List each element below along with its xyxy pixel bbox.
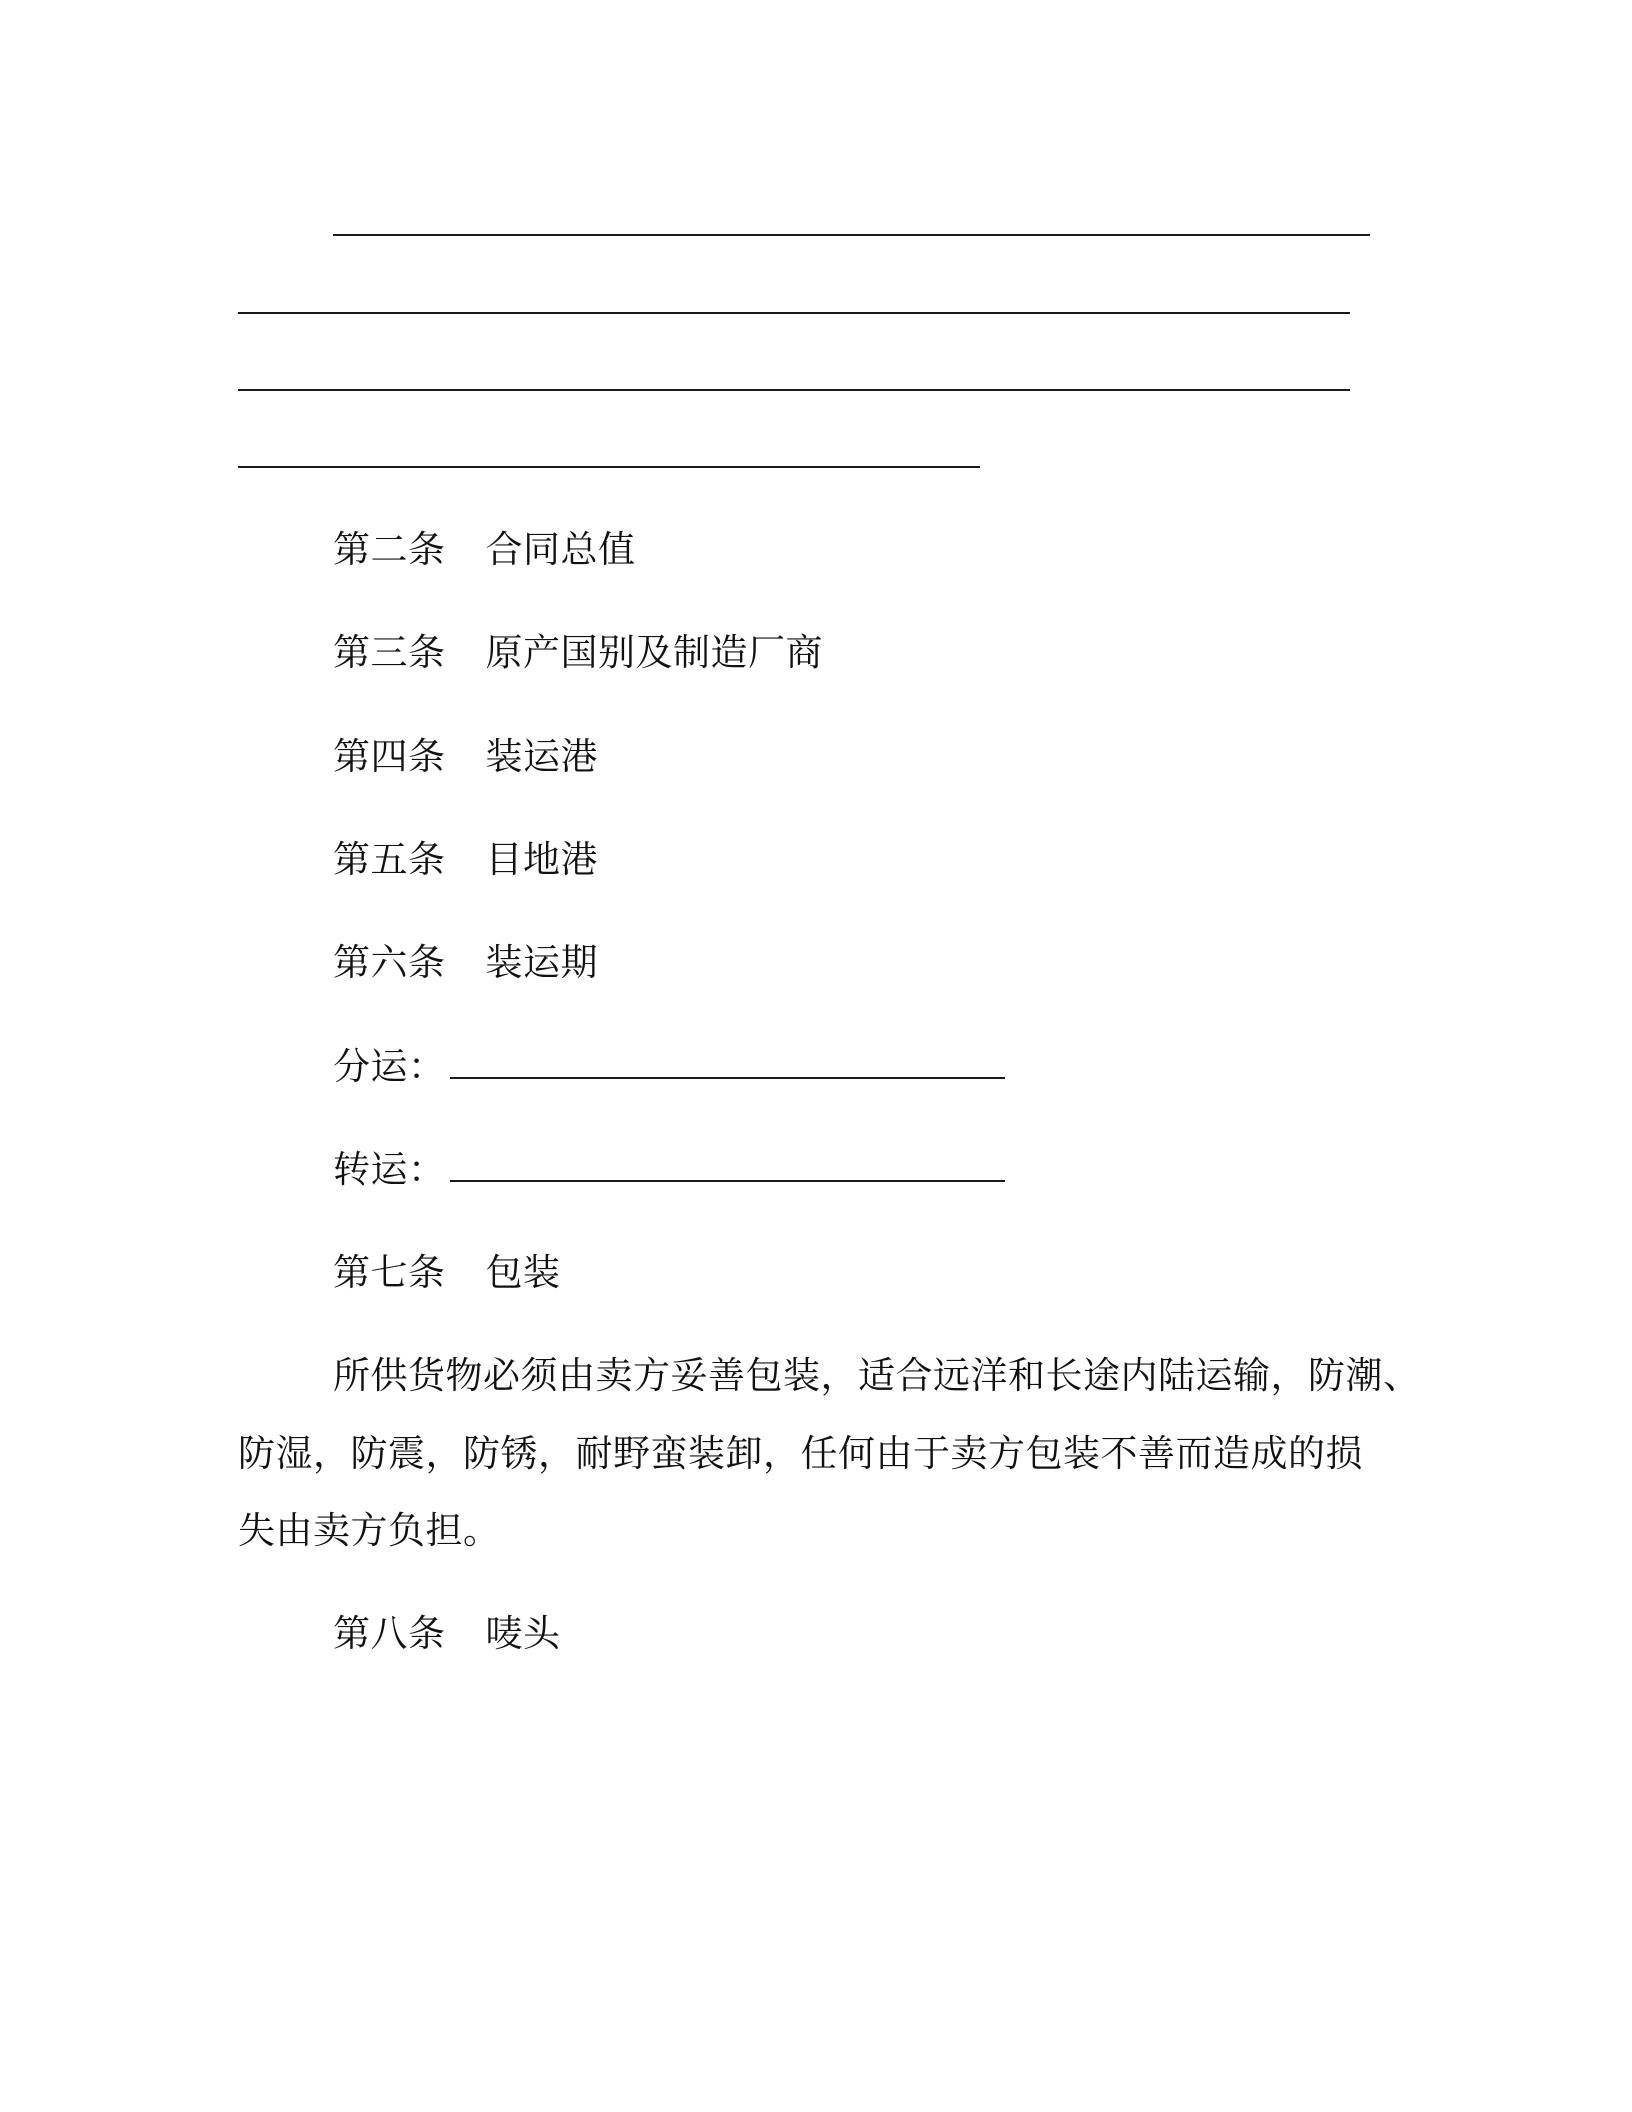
packing-paragraph-line-1: 所供货物必须由卖方妥善包装，适合远洋和长途内陆运输，防潮、 xyxy=(333,1354,1421,1397)
article-7 xyxy=(333,1251,561,1295)
article-3-number: 第三条 xyxy=(333,631,446,674)
partial-shipment-row xyxy=(333,1045,1005,1089)
blank-line-4 xyxy=(238,466,980,468)
packing-paragraph-line-3: 失由卖方负担。 xyxy=(238,1509,501,1552)
article-6 xyxy=(333,941,598,985)
article-8 xyxy=(333,1612,561,1656)
article-4-number: 第四条 xyxy=(333,735,446,778)
article-8-title: 唛头 xyxy=(485,1612,561,1655)
article-5-title: 目地港 xyxy=(485,838,598,881)
article-2 xyxy=(333,528,636,572)
article-3-title: 原产国别及制造厂商 xyxy=(485,631,823,674)
article-7-number: 第七条 xyxy=(333,1251,446,1294)
article-4-title: 装运港 xyxy=(485,735,598,778)
article-8-number: 第八条 xyxy=(333,1612,446,1655)
packing-paragraph-line-2: 防湿，防震，防锈，耐野蛮装卸，任何由于卖方包装不善而造成的损 xyxy=(238,1432,1363,1475)
article-3 xyxy=(333,631,823,675)
article-6-number: 第六条 xyxy=(333,941,446,984)
article-7-title: 包装 xyxy=(485,1251,561,1294)
transshipment-blank[interactable] xyxy=(450,1150,1005,1182)
blank-line-3 xyxy=(238,389,1350,391)
transshipment-label: 转运： xyxy=(333,1148,446,1191)
transshipment-row xyxy=(333,1148,1005,1192)
article-2-title: 合同总值 xyxy=(485,528,636,571)
blank-line-2 xyxy=(238,312,1350,314)
article-5 xyxy=(333,838,598,882)
partial-shipment-blank[interactable] xyxy=(450,1047,1005,1079)
blank-line-1 xyxy=(333,234,1370,236)
article-2-number: 第二条 xyxy=(333,528,446,571)
article-4 xyxy=(333,735,598,779)
article-6-title: 装运期 xyxy=(485,941,598,984)
article-5-number: 第五条 xyxy=(333,838,446,881)
partial-shipment-label: 分运： xyxy=(333,1045,446,1088)
